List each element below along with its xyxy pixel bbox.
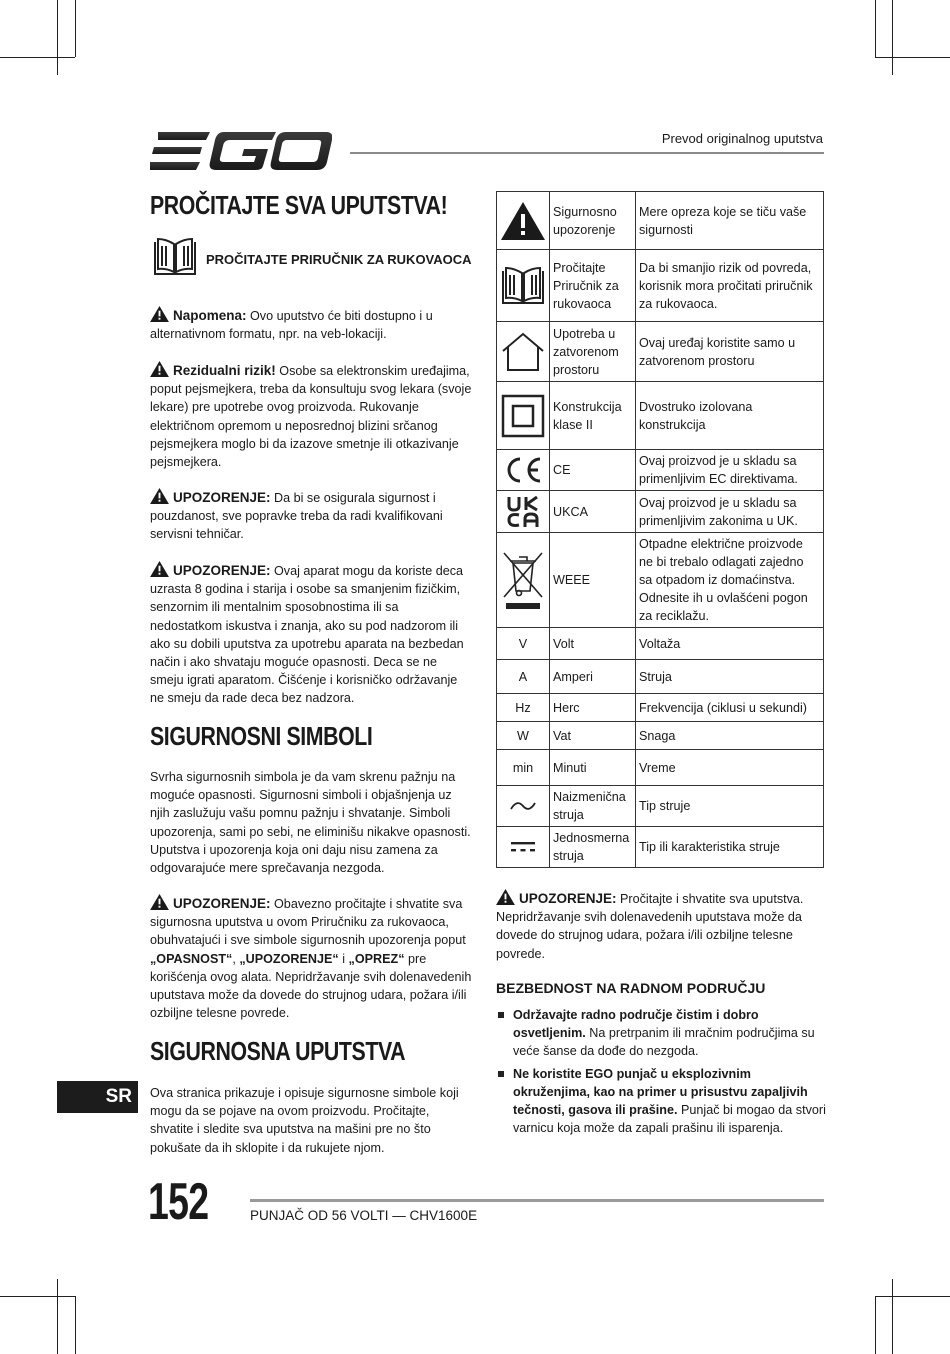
symbol-name-cell: Minuti — [550, 750, 636, 786]
warning-icon — [150, 488, 169, 504]
symbol-meaning-cell: Otpadne električne proizvode ne bi trebalo odlagati zajedno sa otpadom iz domaćinstva. Odnesite ih u ovlašćeni pogon za reciklažu. — [636, 533, 824, 628]
warning-read-all-paragraph — [496, 889, 824, 963]
table-row — [497, 322, 824, 382]
bullet-icon — [498, 1071, 504, 1077]
warning-label: UPOZORENJE: — [173, 896, 271, 911]
symbol-meaning-cell: Snaga — [636, 722, 824, 750]
warning-label: UPOZORENJE: — [519, 891, 617, 906]
symbol-name-cell: WEEE — [550, 533, 636, 628]
weee-bin-icon — [497, 549, 549, 611]
warning-repairs-paragraph — [150, 488, 472, 544]
symbol-text: V — [518, 636, 528, 651]
table-row — [497, 694, 824, 722]
symbol-name-cell: Pročitajte Priručnik za rukovaoca — [550, 250, 636, 322]
footer-rule — [250, 1199, 824, 1202]
residual-risk-paragraph — [150, 361, 472, 471]
crop-mark — [57, 0, 58, 75]
table-row — [497, 827, 824, 868]
symbol-cell — [497, 660, 550, 694]
symbols-intro-paragraph: Svrha sigurnosnih simbola je da vam skrenu pažnju na moguće opasnosti. Sigurnosni simboli i objašnjenja uz njih zaslužuju vašu pomnu pažnju i shvatanje. Simboli upozorenja, sami po sebi, ne eliminišu nikakve opasnosti. Uputstva i upozorenja koja oni daju nisu zamena za odgovarajuće mere sprečavanja nezgoda. — [150, 770, 471, 876]
instructions-intro-paragraph: Ova stranica prikazuje i opisuje sigurnosne simbole koji mogu da se pojave na ovom proizvodu. Pročitajte, shvatite i sledite sva uputstva na mašini pre no što pokušate da ih sklopite i da rukujete njom. — [150, 1086, 459, 1155]
symbol-meaning-cell: Ovaj uređaj koristite samo u zatvorenom prostoru — [636, 322, 824, 382]
table-row — [497, 750, 824, 786]
warning-icon — [150, 561, 169, 577]
warning-read-all-text: Pročitajte i shvatite sva uputstva. Nepridržavanje svih dolenavedenih uputstava može da dovede do strujnog udara, požara i/ili ozbiljne telesne povrede. — [496, 892, 804, 961]
table-row — [497, 382, 824, 450]
separator: i — [338, 951, 349, 966]
bullet-icon — [498, 1012, 504, 1018]
signal-word-warning: „UPOZORENJE“ — [239, 951, 339, 966]
crop-mark — [57, 1279, 58, 1354]
table-row — [497, 192, 824, 250]
warning-children-text: Ovaj aparat mogu da koriste deca uzrasta 8 godina i starija i osobe sa smanjenim fizičkim, senzornim ili mentalnim sposobnostima ili sa nedostatkom iskustva i znanja, ako su pod nadzorom ili ako su dobili uputstva za upotrebu aparata na bezbedan način i ako shvataju moguće opasnosti. Deca se ne smeju igrati aparatom. Čišćenje i korisničko održavanje ne smeju da rade deca bez nadzora. — [150, 564, 464, 706]
house-icon — [497, 331, 549, 373]
warning-children-paragraph — [150, 561, 472, 708]
symbol-text: Hz — [515, 700, 531, 715]
warning-icon — [496, 889, 515, 905]
crop-mark — [892, 0, 893, 75]
signal-word-caution: „OPREZ“ — [348, 951, 405, 966]
ego-logo — [150, 130, 332, 172]
book-icon — [152, 236, 198, 283]
symbol-text: A — [518, 669, 528, 684]
symbol-cell — [497, 786, 550, 827]
symbol-name-cell: CE — [550, 450, 636, 491]
crop-mark — [875, 1296, 950, 1297]
symbol-cell — [497, 722, 550, 750]
warning-icon — [150, 894, 169, 910]
symbol-cell — [497, 827, 550, 868]
crop-mark — [892, 1279, 893, 1354]
crop-mark — [875, 57, 950, 58]
separator: , — [232, 951, 240, 966]
bullet-text: Punjač bi mogao da stvori varnicu koja može da zapali prašinu ili isparenja. — [513, 1103, 826, 1136]
crop-mark — [0, 1296, 75, 1297]
symbol-meaning-cell: Tip struje — [636, 786, 824, 827]
symbol-name-cell: Jednosmerna struja — [550, 827, 636, 868]
warning-read-text-end: pre korišćenja ovog alata. Nepridržavanje svih dolenavedenih uputstava može da dovede do strujnog udara, požara i/ili ozbiljne telesne povrede. — [150, 951, 472, 1021]
symbol-name-cell: Herc — [550, 694, 636, 722]
page-number: 152 — [148, 1173, 209, 1231]
signal-word-danger: „OPASNOST“ — [150, 951, 233, 966]
symbol-text: W — [517, 728, 529, 743]
symbol-name-cell: Vat — [550, 722, 636, 750]
warning-repairs-text: Da bi se osigurala sigurnost i pouzdanost, sve popravke treba da radi kvalifikovani servisni tehničar. — [150, 491, 443, 542]
heading-safety-instructions: SIGURNOSNA UPUTSTVA — [150, 1036, 406, 1066]
header-rule — [350, 152, 824, 154]
crop-mark — [0, 57, 75, 58]
symbol-meaning-cell: Frekvencija (ciklusi u sekundi) — [636, 694, 824, 722]
symbol-cell — [497, 491, 550, 533]
read-manual-row — [152, 236, 472, 283]
heading-read-all: PROČITAJTE SVA UPUTSTVA! — [150, 190, 448, 220]
list-item — [496, 1006, 826, 1061]
symbol-cell — [497, 750, 550, 786]
read-manual-label: PROČITAJTE PRIRUČNIK ZA RUKOVAOCA — [206, 252, 472, 267]
warning-icon — [150, 306, 169, 322]
note-text: Ovo uputstvo će biti dostupno i u alternativnom formatu, npr. na veb-lokaciji. — [150, 309, 433, 342]
ukca-mark-icon — [497, 496, 549, 528]
symbol-meaning-cell: Voltaža — [636, 628, 824, 660]
bullet-bold: Održavajte radno područje čistim i dobro osvetljenim. — [513, 1008, 759, 1041]
note-label: Napomena: — [173, 308, 247, 323]
symbol-text: min — [512, 760, 534, 775]
symbol-name-cell: UKCA — [550, 491, 636, 533]
table-row — [497, 533, 824, 628]
ce-mark-icon — [497, 457, 549, 483]
crop-mark — [875, 0, 876, 57]
table-row — [497, 722, 824, 750]
table-row — [497, 786, 824, 827]
warning-icon — [150, 361, 169, 377]
symbol-meaning-cell: Ovaj proizvod je u skladu sa primenljivim zakonima u UK. — [636, 491, 824, 533]
symbol-cell — [497, 628, 550, 660]
dc-current-icon — [497, 840, 549, 854]
residual-risk-text: Osobe sa elektronskim uređajima, poput pejsmejkera, treba da konsultuju svog lekara (svoje lekare) pre upotrebe ovog proizvoda. Rukovanje električnom opremom u neposrednoj blizini srčanog pejsmejkera moglo bi da izazove smetnje ili otkazivanje pejsmejkera. — [150, 364, 472, 470]
symbol-meaning-cell: Ovaj proizvod je u skladu sa primenljivim EC direktivama. — [636, 450, 824, 491]
symbol-meaning-cell: Tip ili karakteristika struje — [636, 827, 824, 868]
symbols-table — [496, 191, 824, 868]
symbol-cell — [497, 694, 550, 722]
symbol-meaning-cell: Da bi smanjio rizik od povreda, korisnik mora pročitati priručnik za rukovaoca. — [636, 250, 824, 322]
language-tab: SR — [57, 1081, 138, 1113]
list-item — [496, 1065, 826, 1138]
crop-mark — [75, 0, 76, 57]
header-subtitle: Prevod originalnog uputstva — [661, 131, 823, 146]
symbol-name-cell: Sigurnosno upozorenje — [550, 192, 636, 250]
residual-risk-label: Rezidualni rizik! — [173, 363, 276, 378]
warning-icon — [497, 201, 549, 241]
work-area-heading: BEZBEDNOST NA RADNOM PODRUČJU — [496, 980, 766, 996]
warning-label: UPOZORENJE: — [173, 490, 271, 505]
symbol-cell — [497, 322, 550, 382]
table-row — [497, 250, 824, 322]
heading-safety-symbols: SIGURNOSNI SIMBOLI — [150, 721, 373, 751]
table-row — [497, 491, 824, 533]
symbol-cell — [497, 382, 550, 450]
symbol-cell — [497, 450, 550, 491]
crop-mark — [75, 1296, 76, 1354]
table-row — [497, 450, 824, 491]
note-paragraph — [150, 306, 472, 343]
ac-wave-icon — [497, 799, 549, 813]
symbol-name-cell: Amperi — [550, 660, 636, 694]
symbol-meaning-cell: Dvostruko izolovana konstrukcija — [636, 382, 824, 450]
table-row — [497, 628, 824, 660]
work-area-list — [496, 1006, 826, 1141]
bullet-bold: Ne koristite EGO punjač u eksplozivnim okruženjima, kao na primer u prisustvu zapaljivih tečnosti, gasova ili prašine. — [513, 1066, 808, 1118]
symbol-cell — [497, 533, 550, 628]
table-row — [497, 660, 824, 694]
footer-product: PUNJAČ OD 56 VOLTI — CHV1600E — [250, 1208, 478, 1223]
symbol-meaning-cell: Vreme — [636, 750, 824, 786]
bullet-text: Na pretrpanim ili mračnim područjima su veće šanse da dođe do nezgoda. — [513, 1026, 815, 1059]
symbol-name-cell: Upotreba u zatvorenom prostoru — [550, 322, 636, 382]
symbol-cell — [497, 250, 550, 322]
book-icon — [497, 265, 549, 307]
warning-label: UPOZORENJE: — [173, 563, 271, 578]
crop-mark — [875, 1296, 876, 1354]
symbol-name-cell: Konstrukcija klase II — [550, 382, 636, 450]
double-square-icon — [497, 394, 549, 438]
symbol-meaning-cell: Struja — [636, 660, 824, 694]
warning-read-paragraph — [150, 894, 472, 1022]
symbol-name-cell: Naizmenična struja — [550, 786, 636, 827]
symbol-name-cell: Volt — [550, 628, 636, 660]
symbol-meaning-cell: Mere opreza koje se tiču vaše sigurnosti — [636, 192, 824, 250]
symbol-cell — [497, 192, 550, 250]
warning-read-text: Obavezno pročitajte i shvatite sva sigurnosna uputstva u ovom Priručniku za rukovaoca, obuhvatajući i sve simbole sigurnosnih upozorenja poput — [150, 897, 466, 948]
